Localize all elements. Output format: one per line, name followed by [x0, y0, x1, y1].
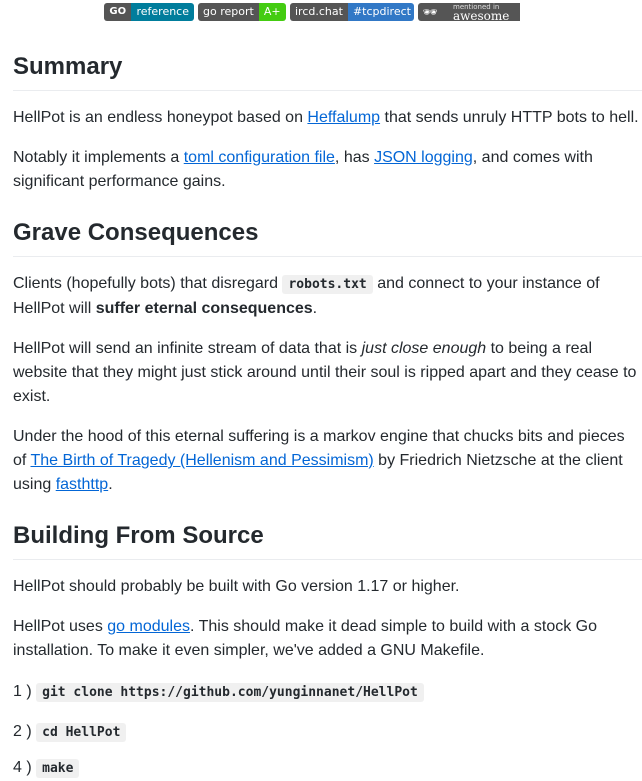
goreport-badge[interactable]: [198, 3, 286, 21]
summary-paragraph-1: [13, 106, 642, 130]
json-logging-link[interactable]: JSON logging: [374, 149, 473, 166]
ircd-badge[interactable]: [290, 3, 414, 21]
git-clone-command[interactable]: git clone https://github.com/yunginnanet/HellPot: [36, 683, 424, 702]
birth-of-tragedy-link[interactable]: The Birth of Tragedy (Hellenism and Pessimism): [30, 452, 374, 469]
build-paragraph-2: [13, 615, 642, 663]
grave-p3-text-a: Under the hood of this eternal suffering is a markov engine that chucks bits and pieces of: [13, 428, 625, 469]
reference-badge[interactable]: [104, 3, 194, 21]
summary-p2-text-a: Notably it implements a: [13, 149, 184, 166]
ircd-badge-right: #tcpdirect: [348, 3, 414, 21]
grave-p2-text-a: HellPot will send an infinite stream of data that is: [13, 340, 362, 357]
awesome-badge-top: mentioned in: [453, 3, 500, 11]
goreport-badge-right: A+: [259, 3, 286, 21]
go-logo-icon: GO: [104, 3, 131, 21]
step-number: 4 ): [13, 759, 32, 776]
step-number: 2 ): [13, 723, 32, 740]
robots-txt-code: robots.txt: [282, 275, 372, 294]
grave-bold-text: suffer eternal consequences: [95, 300, 313, 317]
build-step-3: [13, 756, 79, 781]
go-modules-link[interactable]: go modules: [107, 618, 190, 635]
reference-badge-label: reference: [131, 3, 194, 21]
goreport-badge-left: go report: [198, 3, 259, 21]
step-number: 1 ): [13, 683, 32, 700]
build-step-2: [13, 720, 126, 745]
build-p2-text-b: . This should make it dead simple to build with a stock Go installation. To make it even simpler, we've added a GNU Makefile.: [13, 618, 597, 659]
badge-row: [104, 3, 528, 23]
summary-p2-text-c: , and comes with significant performance gains.: [13, 149, 593, 190]
grave-paragraph-1: [13, 272, 642, 321]
awesome-badge-word: awesome: [453, 9, 510, 21]
build-heading: Building From Source: [13, 521, 642, 560]
fasthttp-link[interactable]: fasthttp: [55, 476, 109, 493]
awesome-badge[interactable]: [418, 3, 528, 21]
cd-command[interactable]: cd HellPot: [36, 723, 126, 742]
make-command[interactable]: make: [36, 759, 79, 778]
summary-paragraph-2: [13, 146, 642, 194]
glasses-icon: 🕶: [418, 3, 442, 21]
summary-p2-text-b: , has: [334, 149, 375, 166]
grave-p2-text-b: to being a real website that they might just stick around until their soul is ripped apart and they cease to exist.: [13, 340, 637, 405]
build-step-1: [13, 680, 424, 705]
grave-p3-text-b: by Friedrich Nietzsche at the client using: [13, 452, 623, 493]
build-p2-text-a: HellPot uses: [13, 618, 108, 635]
summary-heading: Summary: [13, 52, 642, 91]
grave-p1-text-b: and connect to your instance of HellPot will: [13, 275, 600, 317]
grave-italic-text: just close enough: [361, 340, 487, 357]
grave-paragraph-2: [13, 337, 642, 409]
toml-config-link[interactable]: toml configuration file: [183, 149, 335, 166]
heffalump-link[interactable]: Heffalump: [307, 109, 381, 126]
grave-p3-text-c: .: [108, 476, 113, 493]
build-paragraph-1: HellPot should probably be built with Go version 1.17 or higher.: [13, 578, 460, 595]
grave-p1-text-a: Clients (hopefully bots) that disregard: [13, 275, 283, 292]
awesome-badge-label: [442, 3, 520, 21]
ircd-badge-left: ircd.chat: [290, 3, 348, 21]
summary-p1-text-a: HellPot is an endless honeypot based on: [13, 109, 308, 126]
grave-heading: Grave Consequences: [13, 218, 642, 257]
grave-p1-text-c: .: [312, 300, 318, 317]
summary-p1-text-b: that sends unruly HTTP bots to hell.: [380, 109, 639, 126]
grave-paragraph-3: [13, 425, 642, 497]
